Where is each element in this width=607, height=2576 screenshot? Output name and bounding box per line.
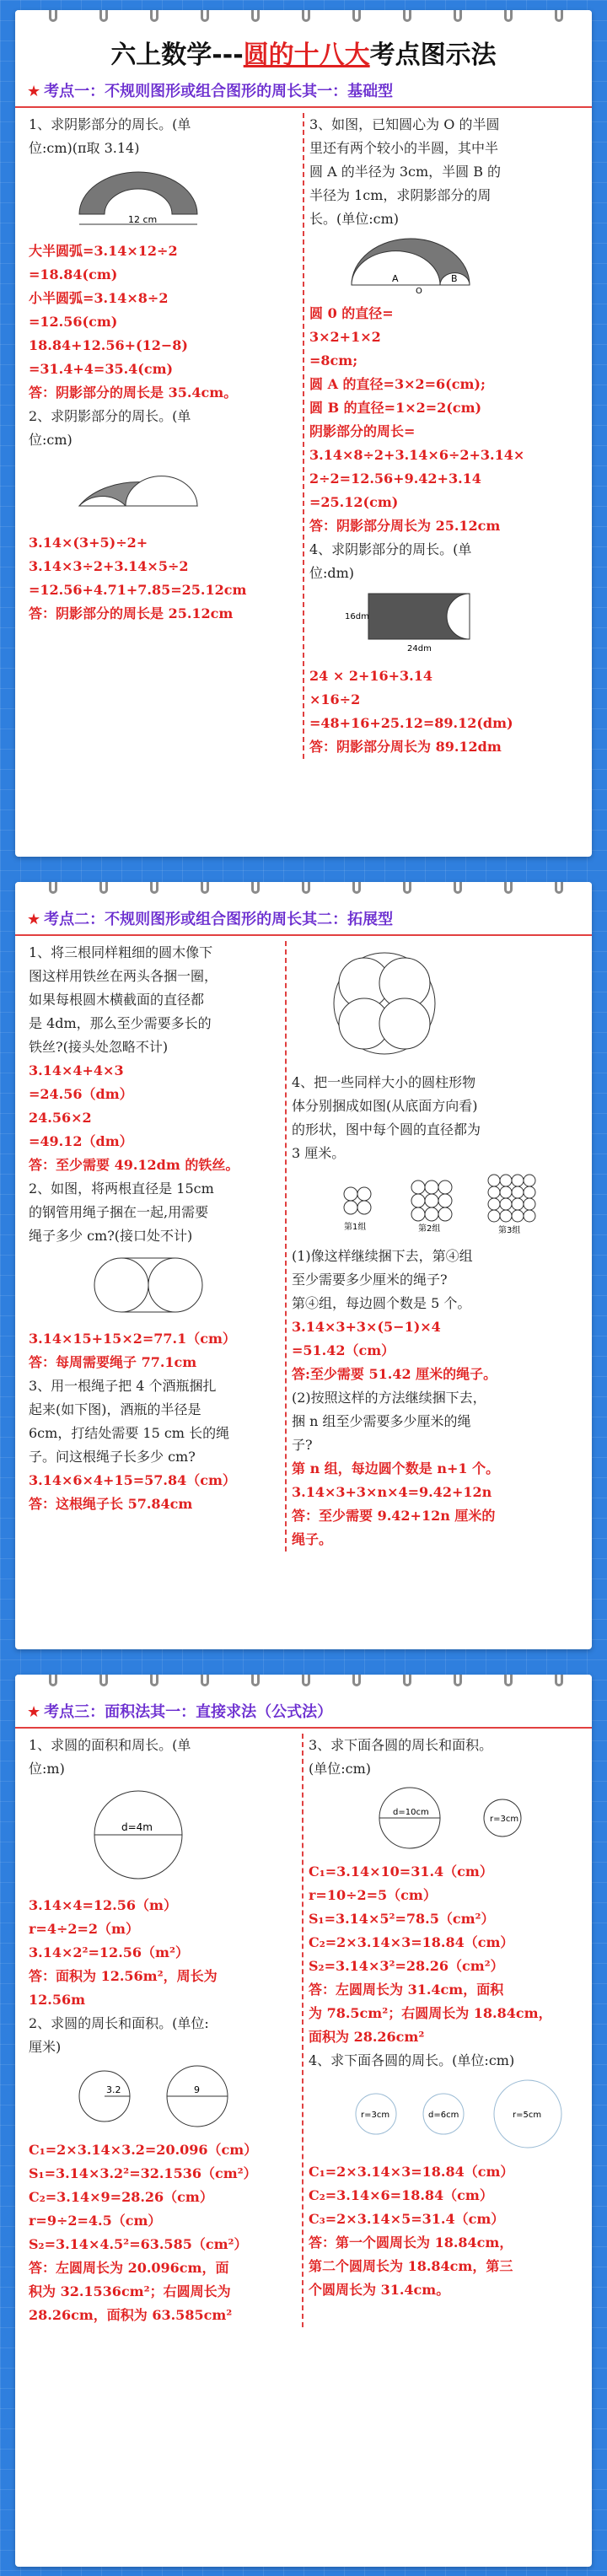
svg-text:r=5cm: r=5cm	[513, 2111, 542, 2120]
text-line: r=9÷2=4.5（cm）	[29, 2213, 162, 2229]
text-line: 子。问这根绳子长多少 cm?	[29, 1449, 196, 1465]
text-line: 圆 A 的直径=3×2=6(cm);	[309, 376, 486, 392]
text-line: 体分别捆成如图(从底面方向看)	[292, 1098, 478, 1114]
title-prefix: 六上数学---	[110, 40, 244, 70]
text-line: 子?	[292, 1437, 313, 1453]
svg-text:A: A	[392, 273, 399, 284]
rectangle-figure	[343, 589, 578, 659]
text-line: 答：至少需要 49.12dm 的铁丝。	[29, 1157, 239, 1173]
text-line: 2÷2=12.56+9.42+3.14	[309, 471, 481, 487]
svg-text:d=10cm: d=10cm	[393, 1808, 429, 1817]
text-line: 位:dm)	[309, 565, 355, 581]
text-line: 答：阴影部分的周长是 25.12cm	[29, 605, 234, 621]
page-title	[15, 32, 592, 76]
text-line: 24.56×2	[29, 1110, 92, 1126]
text-line: S₁=3.14×5²=78.5（cm²）	[309, 1911, 495, 1927]
text-line: 第二个圆周长为 18.84cm，第三	[309, 2258, 513, 2274]
binder-rings	[15, 10, 592, 32]
text-line: 圆 B 的直径=1×2=2(cm)	[309, 400, 482, 416]
text-line: 3.14×3÷2+3.14×5÷2	[29, 558, 189, 574]
text-line: S₂=3.14×3²=28.26（cm²）	[309, 1958, 504, 1974]
right-column	[304, 1734, 583, 2327]
text-line: 答：阴影部分周长为 25.12cm	[309, 518, 501, 534]
svg-text:9: 9	[194, 2084, 200, 2095]
text-line: 3.14×4+4×3	[29, 1062, 124, 1078]
text-line: 3×2+1×2	[309, 329, 381, 345]
section-heading-2	[15, 904, 592, 936]
text-line: =51.42（cm）	[292, 1342, 395, 1358]
text-line: =49.12（dm）	[29, 1133, 133, 1149]
text-line: 4、把一些同样大小的圆柱形物	[292, 1074, 476, 1090]
text-line: 2、求阴影部分的周长。(单	[29, 408, 191, 424]
text-line: 3、如图，已知圆心为 O 的半圆	[309, 116, 500, 132]
text-line: 答：左圆周长为 20.096cm，面	[29, 2260, 229, 2276]
text-line: 为 78.5cm²；右圆周长为 18.84cm，	[309, 2005, 552, 2021]
text-line: 3、求下面各圆的周长和面积。	[309, 1737, 493, 1753]
card-section-2	[15, 882, 592, 1649]
groups-figure	[325, 1169, 578, 1236]
text-line: 1、将三根同样粗细的圆木像下	[29, 944, 213, 960]
semicircle-figure	[62, 455, 214, 523]
figure	[62, 164, 298, 234]
text-line: 答：阴影部分周长为 89.12dm	[309, 739, 502, 755]
text-line: 绳子多少 cm?(接口处不计)	[29, 1228, 193, 1244]
svg-text:第3组: 第3组	[498, 1226, 521, 1235]
text-line: =18.84(cm)	[29, 266, 118, 282]
text-line: 4、求下面各圆的周长。(单位:cm)	[309, 2052, 515, 2068]
text-line: 厘米)	[29, 2039, 62, 2055]
text-line: 铁丝?(接头处忽略不计)	[29, 1039, 169, 1055]
two-pipes-figure	[62, 1251, 231, 1319]
text-line: 3.14×(3+5)÷2+	[29, 535, 148, 551]
text-line: 3.14×4=12.56（m）	[29, 1897, 177, 1913]
text-line: 长。(单位:cm)	[309, 211, 400, 227]
semicircle-o-figure	[343, 234, 578, 297]
svg-text:r=3cm: r=3cm	[490, 1815, 519, 1824]
text-line: r=4÷2=2（m）	[29, 1921, 139, 1937]
text-line: =31.4+4=35.4(cm)	[29, 361, 174, 377]
svg-text:3.2: 3.2	[106, 2084, 121, 2095]
left-column	[24, 941, 287, 1552]
text-line: 阴影部分的周长=	[309, 423, 416, 439]
card-section-1	[15, 10, 592, 857]
svg-text:24dm: 24dm	[407, 644, 432, 653]
text-line: 1、求阴影部分的周长。(单	[29, 116, 191, 132]
text-line: C₃=2×3.14×5=31.4（cm）	[309, 2211, 505, 2227]
text-line: 第④组，每边圆个数是 5 个。	[292, 1295, 471, 1311]
text-line: =12.56+4.71+7.85=25.12cm	[29, 582, 247, 598]
text-line: 1、求圆的面积和周长。(单	[29, 1737, 191, 1753]
section-body-1	[15, 108, 592, 767]
text-line: 圆 0 的直径=	[309, 305, 394, 321]
text-line: 答：左圆周长为 31.4cm，面积	[309, 1982, 504, 1998]
section-heading-text: 考点一：不规则图形或组合图形的周长其一：基础型	[44, 83, 394, 100]
right-column	[304, 113, 583, 759]
text-line: 3 厘米。	[292, 1145, 346, 1161]
text-line: 半径为 1cm，求阴影部分的周	[309, 187, 492, 203]
svg-text:d=4m: d=4m	[121, 1821, 153, 1833]
text-line: 位:cm)(π取 3.14)	[29, 140, 140, 156]
text-line: 积为 32.1536cm²；右圆周长为	[29, 2283, 231, 2299]
text-line: 28.26cm，面积为 63.585cm²	[29, 2307, 233, 2323]
three-circles-figure	[342, 2076, 578, 2152]
text-line: 至少需要多少厘米的绳子?	[292, 1272, 448, 1288]
section-heading-text: 考点三：面积法其一：直接求法（公式法）	[44, 1703, 333, 1721]
text-line: 位:cm)	[29, 432, 73, 448]
section-heading-3	[15, 1697, 592, 1729]
text-line: 3、用一根绳子把 4 个酒瓶捆扎	[29, 1378, 217, 1394]
text-line: 3.14×3+3×(5−1)×4	[292, 1319, 441, 1335]
text-line: C₂=3.14×9=28.26（cm）	[29, 2189, 213, 2205]
text-line: 2、如图，将两根直径是 15cm	[29, 1180, 214, 1197]
text-line: =8cm;	[309, 352, 358, 368]
text-line: =12.56(cm)	[29, 314, 118, 330]
text-line: C₁=2×3.14×3.2=20.096（cm）	[29, 2142, 258, 2158]
text-line: 3.14×3+3×n×4=9.42+12n	[292, 1484, 492, 1500]
star-icon: ★	[27, 83, 41, 100]
text-line: 图这样用铁丝在两头各捆一圈，	[29, 968, 218, 984]
text-line: (2)按照这样的方法继续捆下去，	[292, 1390, 486, 1406]
text-line: =48+16+25.12=89.12(dm)	[309, 715, 513, 731]
text-line: 的形状，图中每个圆的直径都为	[292, 1121, 481, 1137]
text-line: =24.56（dm）	[29, 1086, 133, 1102]
text-line: 3.14×2²=12.56（m²）	[29, 1944, 189, 1960]
text-line: 18.84+12.56+(12−8)	[29, 337, 188, 353]
star-icon: ★	[27, 911, 41, 928]
title-highlight: 圆的十八大	[243, 40, 370, 70]
text-line: 24 × 2+16+3.14	[309, 668, 432, 684]
text-line: 的钢管用绳子捆在一起,用需要	[29, 1204, 209, 1220]
text-line: 答：第一个圆周长为 18.84cm，	[309, 2235, 513, 2251]
star-icon: ★	[27, 1703, 41, 1721]
svg-text:r=3cm: r=3cm	[361, 2111, 390, 2120]
text-line: 是 4dm，那么至少需要多长的	[29, 1015, 212, 1031]
text-line: 如果每根圆木横截面的直径都	[29, 992, 205, 1008]
text-line: C₁=2×3.14×3=18.84（cm）	[309, 2164, 514, 2180]
card-section-3	[15, 1675, 592, 2567]
text-line: S₁=3.14×3.2²=32.1536（cm²）	[29, 2165, 257, 2181]
two-circles-figure	[62, 2062, 248, 2130]
figure	[325, 1169, 578, 1240]
text-line: 位:m)	[29, 1761, 65, 1777]
two-circles-d10-figure	[342, 1784, 545, 1852]
text-line: (1)像这样继续捆下去，第④组	[292, 1248, 473, 1264]
title-suffix: 考点图示法	[369, 40, 497, 70]
four-bottles-figure	[325, 944, 443, 1062]
text-line: ×16÷2	[309, 691, 361, 707]
text-line: 第 n 组，每边圆个数是 n+1 个。	[292, 1460, 500, 1476]
figure	[342, 2076, 578, 2155]
svg-text:O: O	[416, 287, 422, 293]
text-line: 12.56m	[29, 1992, 86, 2008]
text-line: 圆 A 的半径为 3cm，半圆 B 的	[309, 164, 502, 180]
text-line: 2、求圆的周长和面积。(单位:	[29, 2015, 209, 2031]
text-line: C₂=2×3.14×3=18.84（cm）	[309, 1934, 514, 1950]
section-body-3	[15, 1729, 592, 2336]
text-line: 6cm，打结处需要 15 cm 长的绳	[29, 1425, 230, 1441]
text-line: 答：阴影部分的周长是 35.4cm。	[29, 385, 238, 401]
text-line: 小半圆弧=3.14×8÷2	[29, 290, 169, 306]
text-line: =25.12(cm)	[309, 494, 399, 510]
figure	[62, 2062, 297, 2133]
figure	[62, 455, 298, 526]
text-line: C₂=3.14×6=18.84（cm）	[309, 2187, 493, 2203]
right-column	[287, 941, 583, 1552]
svg-text:B: B	[451, 273, 458, 284]
figure	[325, 944, 578, 1066]
figure	[62, 1784, 297, 1889]
text-line: 绳子。	[292, 1531, 333, 1547]
binder-rings	[15, 882, 592, 904]
left-column	[24, 1734, 304, 2327]
text-line: (单位:cm)	[309, 1761, 372, 1777]
text-line: 3.14×15+15×2=77.1（cm）	[29, 1331, 236, 1347]
svg-text:第1组: 第1组	[344, 1223, 367, 1232]
left-column	[24, 113, 304, 759]
text-line: 里还有两个较小的半圆，其中半	[309, 140, 499, 156]
section-body-2	[15, 936, 592, 1560]
text-line: 起来(如下图)，酒瓶的半径是	[29, 1401, 201, 1417]
text-line: 面积为 28.26cm²	[309, 2029, 425, 2045]
text-line: 答:至少需要 51.42 厘米的绳子。	[292, 1366, 497, 1382]
text-line: 答：每周需要绳子 77.1cm	[29, 1354, 197, 1370]
svg-text:第2组: 第2组	[418, 1224, 441, 1234]
svg-text:d=6cm: d=6cm	[428, 2111, 459, 2120]
text-line: 答：至少需要 9.42+12n 厘米的	[292, 1508, 496, 1524]
section-heading-1	[15, 76, 592, 108]
text-line: r=10÷2=5（cm）	[309, 1887, 437, 1903]
text-line: 个圆周长为 31.4cm。	[309, 2282, 450, 2298]
text-line: 答：面积为 12.56m²，周长为	[29, 1968, 218, 1984]
svg-text:12 cm: 12 cm	[128, 214, 158, 225]
text-line: C₁=3.14×10=31.4（cm）	[309, 1863, 493, 1880]
text-line: S₂=3.14×4.5²=63.585（cm²）	[29, 2236, 248, 2252]
section-heading-text: 考点二：不规则图形或组合图形的周长其二：拓展型	[44, 911, 394, 928]
text-line: 捆 n 组至少需要多少厘米的绳	[292, 1413, 471, 1429]
text-line: 4、求阴影部分的周长。(单	[309, 541, 472, 557]
circle-d4-figure	[62, 1784, 214, 1885]
figure	[342, 1784, 578, 1855]
text-line: 3.14×8÷2+3.14×6÷2+3.14×	[309, 447, 525, 463]
text-line: 大半圆弧=3.14×12÷2	[29, 243, 178, 259]
text-line: 答：这根绳子长 57.84cm	[29, 1496, 193, 1512]
binder-rings	[15, 1675, 592, 1697]
svg-text:16dm: 16dm	[345, 612, 369, 621]
figure	[62, 1251, 280, 1322]
text-line: 3.14×6×4+15=57.84（cm）	[29, 1472, 236, 1488]
arch-figure	[62, 164, 214, 231]
